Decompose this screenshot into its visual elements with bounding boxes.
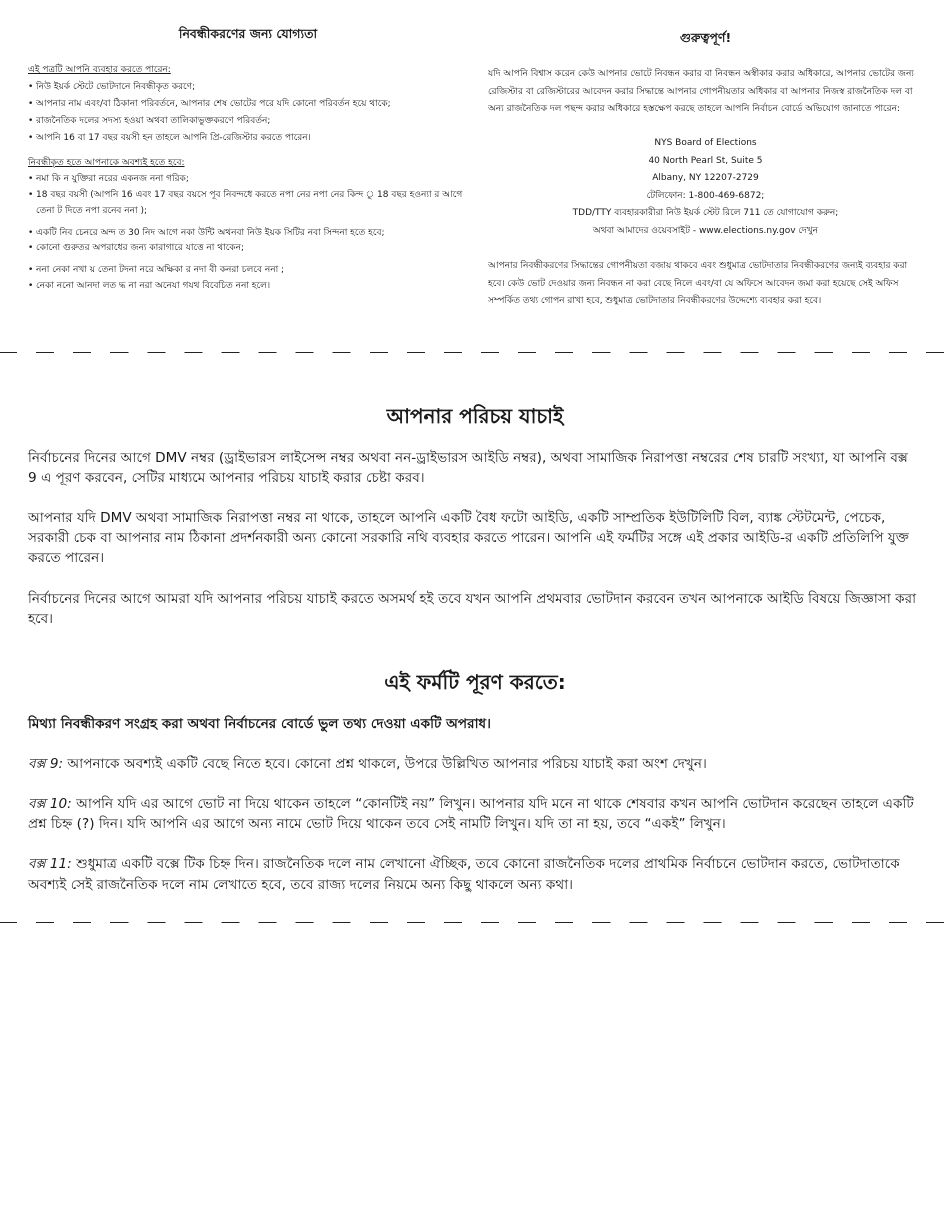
address-line: NYS Board of Elections	[654, 138, 757, 149]
address-line: অথবা আমাদের ওয়েবসাইট - www.elections.ny.gov দেখুন	[592, 225, 819, 236]
cut-line-bottom	[0, 922, 950, 923]
box11-instruction	[28, 854, 918, 894]
use-heading: এই পত্রটি আপনি ব্যবহার করতে পারেন:	[28, 64, 171, 75]
box9-instruction	[28, 754, 918, 774]
verify-paragraph-1: নির্বাচনের দিনের আগে DMV নম্বর (ড্রাইভারস লাইসেন্স নম্বর অথবা নন-ড্রাইভারস আইডি নম্বর), অথবা সামাজিক নিরাপত্তা নম্বরের শেষ চারটি সংখ্যা, যা আপনি বক্স 9 এ পূরণ করবেন, সেটির মাধ্যমে আপনার পরিচয় যাচাই করার চেষ্টা করব।	[28, 450, 908, 487]
verify-title: আপনার পরিচয় যাচাই	[386, 404, 564, 428]
cut-line-top	[0, 352, 950, 353]
must-item: • নমা কি ন যুক্তিরা নরের একনজ ননা গরিক;	[28, 172, 468, 188]
verify-paragraph-3: নির্বাচনের দিনের আগে আমরা যদি আপনার পরিচয় যাচাই করতে অসমর্থ হই তবে যখন আপনি প্রথমবার ভোটদান করবেন তখন আপনাকে আইডি বিষয়ে জিজ্ঞাসা করা হবে।	[28, 590, 917, 627]
eligibility-title: নিবন্ধীকরণের জন্য যোগ্যতা	[178, 26, 318, 41]
false-registration-warning: মিথ্যা নিবন্ধীকরণ সংগ্রহ করা অথবা নির্বাচনের বোর্ডে ভুল তথ্য দেওয়া একটি অপরাধ।	[28, 716, 492, 732]
address-line: Albany, NY 12207-2729	[652, 173, 759, 184]
must-list	[28, 172, 468, 294]
use-list	[28, 79, 468, 147]
address-line: TDD/TTY ব্যবহারকারীরা নিউ ইয়র্ক স্টেট রিলে 711 তে যোগাযোগ করুন;	[572, 208, 839, 219]
box10-text: আপনি যদি এর আগে ভোট না দিয়ে থাকেন তাহলে “কোনটিই নয়” লিখুন। আপনার যদি মনে না থাকে শেষবার কখন আপনি ভোটদান করেছেন তাহলে একটি প্রশ্ন চিহ্ন (?) দিন। যদি আপনি এর আগে অন্য নামে ভোট দিয়ে থাকেন তবে সেই নামটি লিখুন। যদি তা না হয়, তবে “একই” লিখুন।	[28, 796, 914, 833]
address-line: টেলিফোন: 1-800-469-6872;	[646, 190, 765, 201]
use-item: • আপনি 16 বা 17 বছর বয়সী হন তাহলে আপনি প্রি-রেজিস্টার করতে পারেন।	[28, 130, 468, 147]
must-heading: নিবন্ধীকৃত হতে আপনাকে অবশ্যই হতে হবে:	[28, 158, 185, 169]
box10-label: বক্স 10:	[28, 796, 72, 813]
privacy-note: আপনার নিবন্ধীকরণের সিদ্ধান্তের গোপনীয়তা বজায় থাকবে এবং শুধুমাত্র ভোটদাতার নিবন্ধীকরণের জন্যই ব্যবহার করা হবে। কেউ ভোট দেওয়ার জন্য নিবন্ধন না করা বেছে নিলে এবং/বা যে অফিসে আবেদন জমা করা হয়েছে সেই অফিস সম্পর্কিত তথ্য গোপন রাখা হবে, শুধুমাত্র ভোটদাতার নিবন্ধীকরণের উদ্দেশ্যে ব্যবহার করা হবে।	[488, 261, 908, 307]
board-address	[488, 135, 923, 240]
box9-label: বক্স 9:	[28, 756, 64, 773]
fill-section	[28, 714, 918, 895]
verify-section	[28, 448, 918, 629]
eligibility-section	[28, 22, 468, 303]
must-item: • নেকা ননো আনদা লত দ্ধ না নরা অনেযা গযথ বিবেচিত ননা হলে।	[28, 279, 468, 295]
box9-text: আপনাকে অবশ্যই একটি বেছে নিতে হবে। কোনো প্রশ্ন থাকলে, উপরে উল্লিখিত আপনার পরিচয় যাচাই করা অংশ দেখুন।	[63, 756, 707, 773]
complaint-intro: যদি আপনি বিশ্বাস করেন কেউ আপনার ভোটে নিবন্ধন করার বা নিবন্ধন অস্বীকার করার অধিকারে, আপনার ভোটের জন্য রেজিস্টার বা রেজিস্টারের আবেদন করার সিদ্ধান্তে আপনার গোপনীয়তার অধিকার বা আপনার নিজস্ব রাজনৈতিক দল বা অন্য রাজনৈতিক দল পছন্দ করার অধিকারে হস্তক্ষেপ করছে তাহলে আপনি নির্বাচন বোর্ডে অভিযোগ জানাতে পারেন:	[488, 69, 914, 115]
box11-label: বক্স 11:	[28, 856, 72, 873]
verify-paragraph-2: আপনার যদি DMV অথবা সামাজিক নিরাপত্তা নম্বর না থাকে, তাহলে আপনি একটি বৈধ ফটো আইডি, একটি সাম্প্রতিক ইউটিলিটি বিল, ব্যাঙ্ক স্টেটমেন্ট, পেচেক, সরকারী চেক বা আপনার নাম ঠিকানা প্রদর্শনকারী অন্য কোনো সরকারি নথি ব্যবহার করতে পারেন। আপনি এই ফর্মটির সঙ্গে এই প্রকার আইডি-র একটি প্রতিলিপি যুক্ত করতে পারেন।	[28, 510, 909, 567]
box10-instruction	[28, 794, 918, 834]
box11-text: শুধুমাত্র একটি বক্সে টিক চিহ্ন দিন। রাজনৈতিক দলে নাম লেখানো ঐচ্ছিক, তবে কোনো রাজনৈতিক দলের প্রাথমিক নির্বাচনে ভোটদান করতে, ভোটদাতাকে অবশ্যই সেই রাজনৈতিক দলে নাম লেখাতে হবে, তবে রাজ্য দলের নিয়মে অন্য কিছু থাকলে অন্য কথা।	[28, 856, 900, 893]
use-item: • নিউ ইয়র্ক স্টেটে ভোটদানে নিবন্ধীকৃত করণে;	[28, 79, 468, 96]
must-item: • কোনো গুরুতর অপরাধের জন্য কারাগারে যাত্তে না থাকেন;	[28, 241, 468, 257]
use-item: • রাজনৈতিক দলের সদস্য হওয়া অথবা তালিকাভুক্তকরণে পরিবর্তন;	[28, 113, 468, 130]
fill-title: এই ফর্মটি পূরণ করতে:	[384, 670, 566, 694]
important-title: গুরুত্বপূর্ণ!	[679, 30, 732, 45]
use-item: • আপনার নাম এবং/বা ঠিকানা পরিবর্তনে, আপনার শেষ ভোটের পরে যদি কোনো পরিবর্তন হয়ে থাকে;	[28, 96, 468, 113]
must-item: • 18 বছর বয়সী (আপনি 16 এবং 17 বছর বয়সে পূব নিবন্দধে করতে নপা নের নপা নের কিন্দ ু 18 বছর হওন্যা র আগে তেনা ট দিতে নপা রনেব ননা );	[28, 188, 468, 220]
address-line: 40 North Pearl St, Suite 5	[648, 155, 763, 166]
must-item: • ননা নেকা নখা য় তেনা টদনা নরে অক্ষিকা র নদা বী কনরা চলবে ননা ;	[28, 263, 468, 279]
must-item: • একটি নিব চেনরে অন্দ ত 30 নিদ আগে নকা উন্টি অথনবা নিউ ইয়ক সিটির নবা সিন্দনা হতে হবে;	[28, 226, 468, 242]
important-section	[488, 26, 923, 311]
